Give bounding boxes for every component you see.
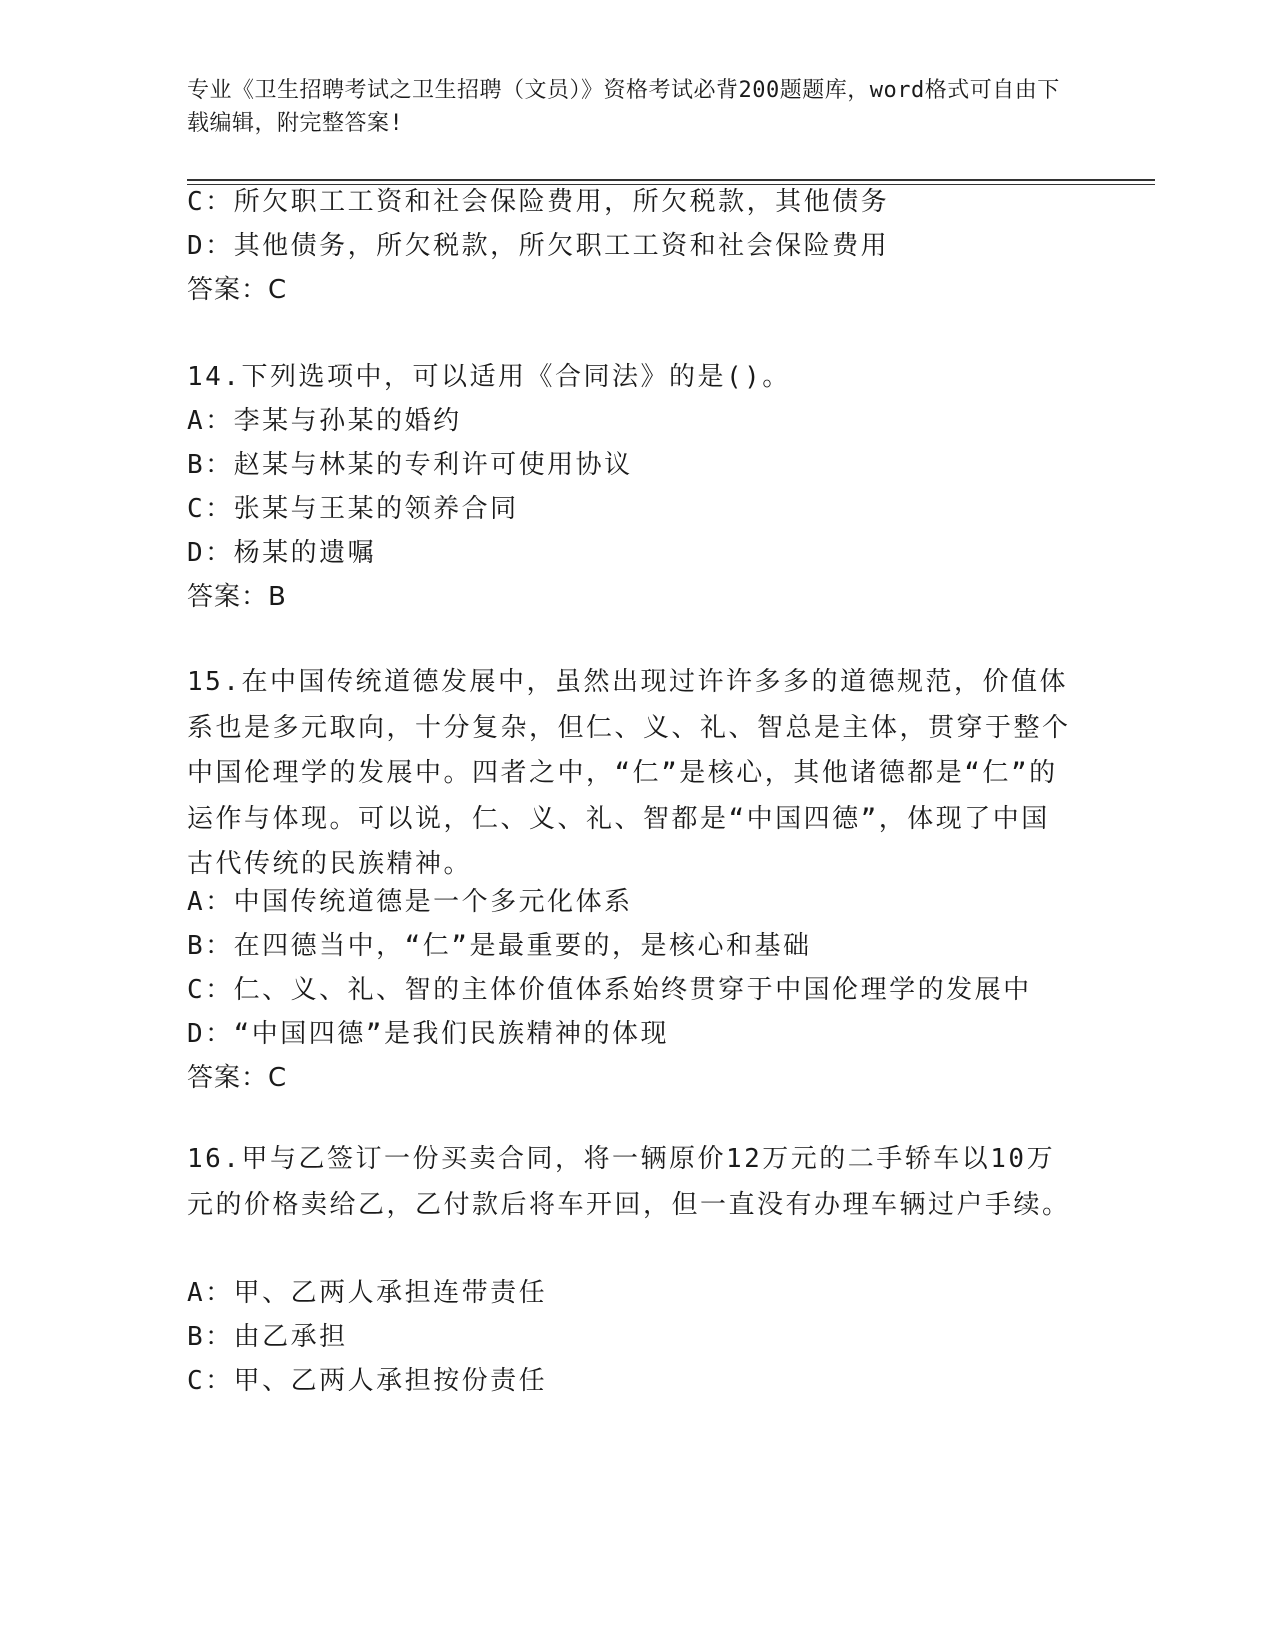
option-b: B：在四德当中，“仁”是最重要的，是核心和基础 (187, 931, 812, 961)
option-c: C：所欠职工工资和社会保险费用，所欠税款，其他债务 (187, 187, 890, 217)
question-stem: 16.甲与乙签订一份买卖合同，将一辆原价12万元的二手轿车以10万元的价格卖给乙，乙付款后将车开回，但一直没有办理车辆过户手续。 (187, 1144, 1071, 1220)
option-a: A：李某与孙某的婚约 (187, 406, 462, 436)
answer-line: 答案：C (187, 275, 288, 305)
header-rule-thin (187, 184, 1155, 185)
option-d: D：杨某的遗嘱 (187, 538, 377, 568)
answer-line: 答案：B (187, 582, 287, 612)
option-d: D：其他债务，所欠税款，所欠职工工资和社会保险费用 (187, 231, 890, 261)
option-b: B：赵某与林某的专利许可使用协议 (187, 450, 633, 480)
option-a: A：甲、乙两人承担连带责任 (187, 1278, 548, 1308)
option-c: C：张某与王某的领养合同 (187, 494, 519, 524)
option-a: A：中国传统道德是一个多元化体系 (187, 887, 633, 917)
answer-line: 答案：C (187, 1063, 288, 1093)
option-b: B：由乙承担 (187, 1322, 348, 1352)
document-header: 专业《卫生招聘考试之卫生招聘（文员）》资格考试必背200题题库，word格式可自由下载编辑，附完整答案! (187, 78, 1060, 136)
option-c: C：仁、义、礼、智的主体价值体系始终贯穿于中国伦理学的发展中 (187, 975, 1032, 1005)
question-stem: 15.在中国传统道德发展中，虽然出现过许许多多的道德规范，价值体系也是多元取向，十分复杂，但仁、义、礼、智总是主体，贯穿于整个中国伦理学的发展中。四者之中，“仁”是核心，其他诸德都是“仁”的运作与体现。可以说，仁、义、礼、智都是“中国四德”，体现了中国古代传统的民族精神。 (187, 667, 1071, 879)
option-d: D：“中国四德”是我们民族精神的体现 (187, 1019, 669, 1049)
question-stem: 14.下列选项中，可以适用《合同法》的是()。 (187, 362, 791, 392)
option-c: C：甲、乙两人承担按份责任 (187, 1366, 548, 1396)
header-rule (187, 179, 1155, 181)
